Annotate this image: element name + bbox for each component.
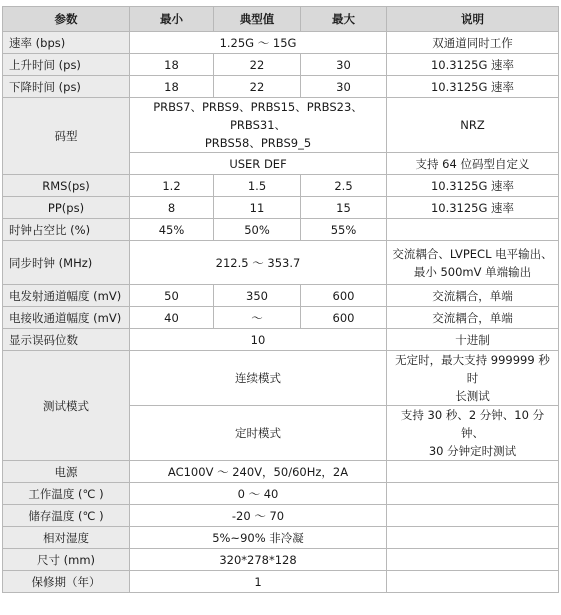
param-note: 10.3125G 速率 xyxy=(387,54,559,76)
pattern-list xyxy=(130,98,387,153)
param-max: 55% xyxy=(301,219,387,241)
row-pp xyxy=(3,197,559,219)
pattern-line-2: PRBS58、PRBS9_5 xyxy=(204,136,312,150)
param-name: 测试模式 xyxy=(3,351,130,461)
param-name: 电发射通道幅度 (mV) xyxy=(3,285,130,307)
row-rx-amp xyxy=(3,307,559,329)
param-typ: ～ xyxy=(214,307,301,329)
header-note: 说明 xyxy=(387,7,559,32)
param-name: 电源 xyxy=(3,461,130,483)
header-min: 最小 xyxy=(130,7,214,32)
param-note: 交流耦合，单端 xyxy=(387,285,559,307)
param-note: NRZ xyxy=(387,98,559,153)
note-line-2: 30 分钟定时测试 xyxy=(428,444,517,458)
param-min: 50 xyxy=(130,285,214,307)
param-note xyxy=(387,483,559,505)
param-note: 双通道同时工作 xyxy=(387,32,559,54)
param-note: 交流耦合，单端 xyxy=(387,307,559,329)
note-line-2: 最小 500mV 单端输出 xyxy=(413,264,532,279)
row-op-temp xyxy=(3,483,559,505)
param-value: 1 xyxy=(130,571,387,593)
param-note: 十进制 xyxy=(387,329,559,351)
param-min: 8 xyxy=(130,197,214,219)
param-value: 10 xyxy=(130,329,387,351)
param-name: 速率 (bps) xyxy=(3,32,130,54)
row-st-temp xyxy=(3,505,559,527)
param-name: 保修期（年） xyxy=(3,571,130,593)
param-range: 212.5 ～ 353.7 xyxy=(130,241,387,285)
header-param: 参数 xyxy=(3,7,130,32)
param-note: 10.3125G 速率 xyxy=(387,175,559,197)
param-name: 尺寸 (mm) xyxy=(3,549,130,571)
row-rms xyxy=(3,175,559,197)
row-tx-amp xyxy=(3,285,559,307)
row-err-digits xyxy=(3,329,559,351)
row-size xyxy=(3,549,559,571)
param-typ: 1.5 xyxy=(214,175,301,197)
row-test-continuous xyxy=(3,351,559,406)
mode-label: 定时模式 xyxy=(130,406,387,461)
param-note xyxy=(387,406,559,461)
note-line-1: 无定时，最大支持 999999 秒时 xyxy=(395,353,550,385)
param-typ: 22 xyxy=(214,76,301,98)
param-name: RMS(ps) xyxy=(3,175,130,197)
param-note xyxy=(387,505,559,527)
header-row xyxy=(3,7,559,32)
param-note xyxy=(387,461,559,483)
row-sync xyxy=(3,241,559,285)
param-value: -20 ～ 70 xyxy=(130,505,387,527)
param-min: 45% xyxy=(130,219,214,241)
param-max: 600 xyxy=(301,307,387,329)
spec-table xyxy=(2,6,559,593)
param-typ: 350 xyxy=(214,285,301,307)
row-warranty xyxy=(3,571,559,593)
param-min: 40 xyxy=(130,307,214,329)
param-max: 15 xyxy=(301,197,387,219)
param-note xyxy=(387,241,559,285)
param-max: 30 xyxy=(301,76,387,98)
param-range: 1.25G ～ 15G xyxy=(130,32,387,54)
row-power xyxy=(3,461,559,483)
header-max: 最大 xyxy=(301,7,387,32)
userdef-value: USER DEF xyxy=(130,153,387,175)
param-min: 18 xyxy=(130,54,214,76)
param-name: 工作温度 (℃ ) xyxy=(3,483,130,505)
row-humidity xyxy=(3,527,559,549)
note-line-1: 支持 30 秒、2 分钟、10 分钟、 xyxy=(400,408,545,440)
row-duty xyxy=(3,219,559,241)
param-name: 同步时钟 (MHz) xyxy=(3,241,130,285)
param-note: 支持 64 位码型自定义 xyxy=(387,153,559,175)
param-name: 时钟占空比 (%) xyxy=(3,219,130,241)
note-line-1: 交流耦合、LVPECL 电平输出、 xyxy=(392,246,553,261)
pattern-line-1: PRBS7、PRBS9、PRBS15、PRBS23、PRBS31、 xyxy=(153,100,363,132)
param-typ: 22 xyxy=(214,54,301,76)
param-name: 储存温度 (℃ ) xyxy=(3,505,130,527)
param-name: PP(ps) xyxy=(3,197,130,219)
mode-label: 连续模式 xyxy=(130,351,387,406)
param-min: 18 xyxy=(130,76,214,98)
param-note xyxy=(387,571,559,593)
param-name: 码型 xyxy=(3,98,130,175)
param-note: 10.3125G 速率 xyxy=(387,197,559,219)
row-pattern xyxy=(3,98,559,153)
row-fall xyxy=(3,76,559,98)
param-name: 电接收通道幅度 (mV) xyxy=(3,307,130,329)
param-max: 600 xyxy=(301,285,387,307)
row-rise xyxy=(3,54,559,76)
param-typ: 11 xyxy=(214,197,301,219)
param-value: 0 ～ 40 xyxy=(130,483,387,505)
param-max: 2.5 xyxy=(301,175,387,197)
row-rate xyxy=(3,32,559,54)
param-note xyxy=(387,549,559,571)
param-name: 相对湿度 xyxy=(3,527,130,549)
param-max: 30 xyxy=(301,54,387,76)
param-typ: 50% xyxy=(214,219,301,241)
param-value: AC100V ～ 240V，50/60Hz，2A xyxy=(130,461,387,483)
param-note xyxy=(387,219,559,241)
param-min: 1.2 xyxy=(130,175,214,197)
param-name: 显示误码位数 xyxy=(3,329,130,351)
header-typ: 典型值 xyxy=(214,7,301,32)
param-note xyxy=(387,527,559,549)
param-note: 10.3125G 速率 xyxy=(387,76,559,98)
param-value: 320*278*128 xyxy=(130,549,387,571)
param-value: 5%~90% 非冷凝 xyxy=(130,527,387,549)
param-name: 下降时间 (ps) xyxy=(3,76,130,98)
note-line-2: 长测试 xyxy=(455,389,490,403)
param-note xyxy=(387,351,559,406)
param-name: 上升时间 (ps) xyxy=(3,54,130,76)
